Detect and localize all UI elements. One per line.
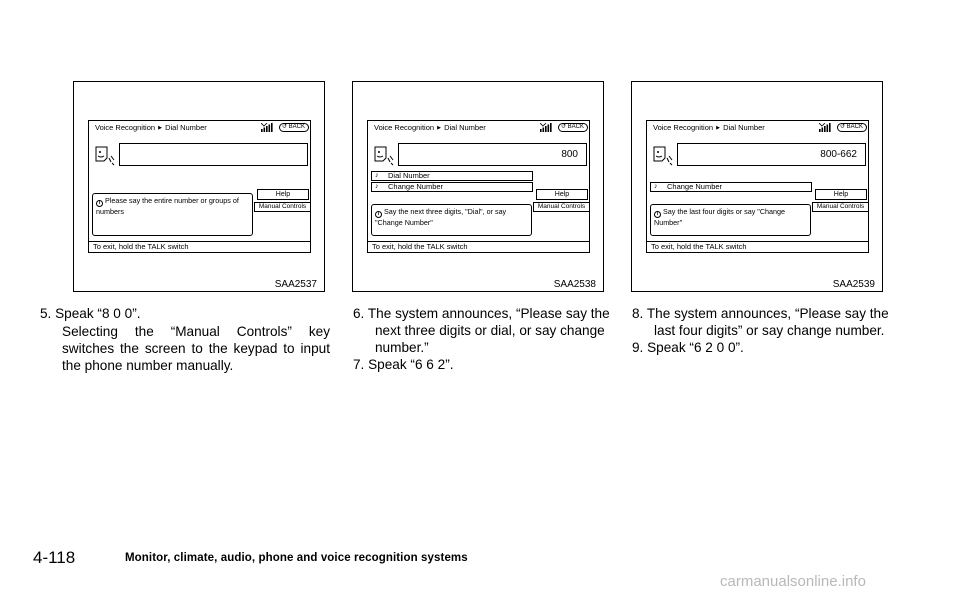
info-icon: i [375, 211, 382, 218]
exit-instruction: To exit, hold the TALK switch [89, 241, 310, 252]
voice-command-icon: ♪ [375, 172, 379, 179]
voice-recognition-screen [646, 120, 869, 253]
change-number-item[interactable]: ♪ Change Number [371, 182, 533, 192]
help-button[interactable]: Help [257, 189, 309, 200]
screen-title: Voice Recognition ▶ Dial Number [653, 123, 765, 132]
signal-strength-icon [540, 123, 554, 132]
back-button[interactable]: ↺ BACK [558, 123, 588, 132]
figure-saa2537 [73, 81, 325, 292]
back-button[interactable]: ↺ BACK [837, 123, 867, 132]
signal-strength-icon [261, 123, 275, 132]
exit-instruction: To exit, hold the TALK switch [647, 241, 868, 252]
phone-number-field: 800-662 [677, 143, 866, 166]
back-arrow-icon: ↺ [561, 124, 567, 130]
screen-title: Voice Recognition ▶ Dial Number [374, 123, 486, 132]
step-6: 6. The system announces, “Please say the next three digits or dial, or say change number.” [353, 306, 610, 355]
phone-number-field [119, 143, 308, 166]
help-button[interactable]: Help [536, 189, 588, 200]
figure-code: SAA2537 [274, 279, 317, 290]
voice-prompt-message: i Please say the entire number or groups of numbers [92, 193, 253, 236]
step-5: 5. Speak “8 0 0”. [40, 306, 141, 321]
page-number: 4-118 [33, 548, 76, 567]
info-icon: i [96, 200, 103, 207]
help-button[interactable]: Help [815, 189, 867, 200]
change-number-item[interactable]: ♪ Change Number [650, 182, 812, 192]
screen-title-bar [368, 121, 589, 134]
voice-recognition-screen [367, 120, 590, 253]
exit-instruction: To exit, hold the TALK switch [368, 241, 589, 252]
voice-prompt-message: i Say the next three digits, "Dial", or say "Change Number" [371, 204, 532, 236]
signal-strength-icon [819, 123, 833, 132]
manual-controls-button[interactable]: Manual Controls [812, 202, 869, 212]
screen-title-bar [89, 121, 310, 134]
step-7: 7. Speak “6 6 2”. [353, 357, 454, 372]
voice-face-icon [93, 144, 115, 166]
screen-title-bar [647, 121, 868, 134]
step-5-detail: Selecting the “Manual Controls” key switches the screen to the keypad to input the phone number manually. [62, 324, 330, 373]
manual-controls-button[interactable]: Manual Controls [254, 202, 311, 212]
dial-number-item[interactable]: ♪ Dial Number [371, 171, 533, 181]
info-icon: i [654, 211, 661, 218]
section-title: Monitor, climate, audio, phone and voice recognition systems [125, 552, 468, 564]
back-button[interactable]: ↺ BACK [279, 123, 309, 132]
voice-command-icon: ♪ [375, 183, 379, 190]
watermark: carmanualsonline.info [720, 573, 866, 590]
back-arrow-icon: ↺ [282, 124, 288, 130]
step-9: 9. Speak “6 2 0 0”. [632, 340, 744, 355]
figure-saa2538 [352, 81, 604, 292]
voice-face-icon [372, 144, 394, 166]
voice-face-icon [651, 144, 673, 166]
screen-title: Voice Recognition ▶ Dial Number [95, 123, 207, 132]
step-8: 8. The system announces, “Please say the last four digits” or say change number. [632, 306, 889, 338]
figure-saa2539 [631, 81, 883, 292]
phone-number-field: 800 [398, 143, 587, 166]
voice-prompt-message: i Say the last four digits or say "Change Number" [650, 204, 811, 236]
manual-controls-button[interactable]: Manual Controls [533, 202, 590, 212]
back-arrow-icon: ↺ [840, 124, 846, 130]
figure-code: SAA2538 [553, 279, 596, 290]
voice-recognition-screen [88, 120, 311, 253]
voice-command-icon: ♪ [654, 183, 658, 190]
figure-code: SAA2539 [832, 279, 875, 290]
